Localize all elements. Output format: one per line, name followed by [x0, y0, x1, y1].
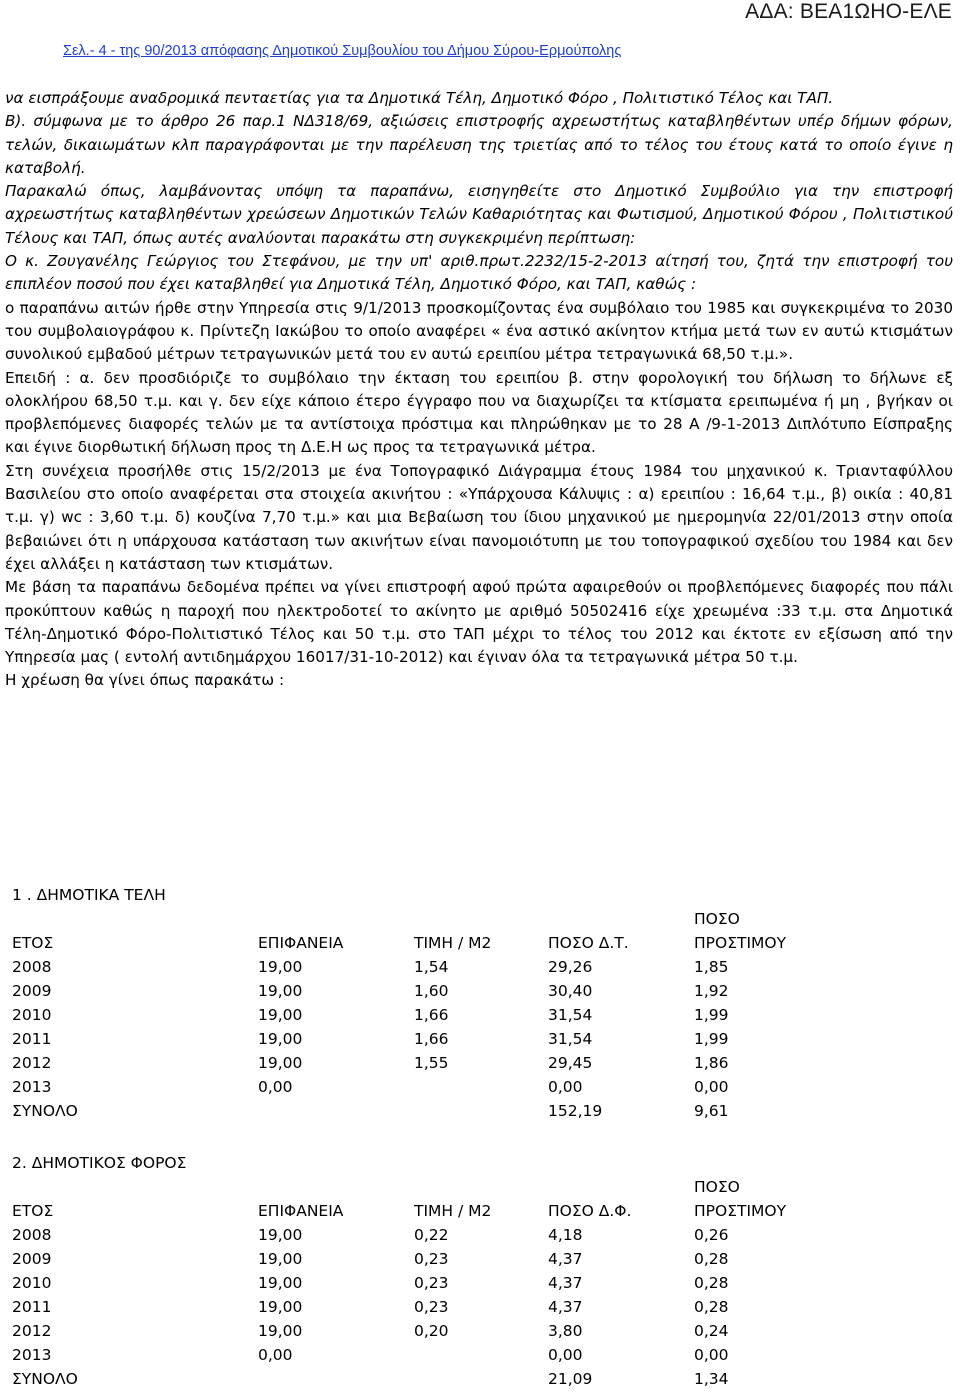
cell: 152,19	[548, 1102, 603, 1120]
cell: 0,26	[694, 1226, 729, 1244]
cell: 2010	[12, 1006, 52, 1024]
cell: 1,86	[694, 1054, 729, 1072]
cell: 1,99	[694, 1030, 729, 1048]
cell: 19,00	[258, 1274, 303, 1292]
document-body	[5, 87, 953, 693]
cell: 0,23	[414, 1298, 449, 1316]
paragraph: να εισπράξουμε αναδρομικά πενταετίας για τα Δημοτικά Τέλη, Δημοτικό Φόρο , Πολιτιστικό Τέλος και ΤΑΠ.	[5, 89, 834, 107]
cell: 0,22	[414, 1226, 449, 1244]
paragraph: Η χρέωση θα γίνει όπως παρακάτω :	[5, 671, 285, 690]
ada-code: ΑΔΑ: ΒΕΑ1ΩΗΟ-ΕΛΕ	[745, 0, 952, 23]
cell: 2010	[12, 1274, 52, 1292]
cell: 4,37	[548, 1298, 583, 1316]
cell: 30,40	[548, 982, 593, 1000]
cell: 4,37	[548, 1274, 583, 1292]
cell: 1,92	[694, 982, 729, 1000]
cell: 0,00	[548, 1078, 583, 1096]
header-cell: ΕΤΟΣ	[12, 1202, 54, 1220]
cell: 0,00	[694, 1346, 729, 1364]
cell: 2011	[12, 1030, 52, 1048]
cell: 0,00	[694, 1078, 729, 1096]
cell: 0,20	[414, 1322, 449, 1340]
cell: 0,00	[258, 1346, 293, 1364]
paragraph: Β). σύμφωνα με το άρθρο 26 παρ.1 ΝΔ318/69, αξιώσεις επιστροφής αχρεωστήτως καταβληθέντων υπέρ δήμων φόρων, τελών, δικαιωμάτων κλπ παραγράφονται με την παρέλευση της τριετίας από το τέλος του έτους κατά το οποίο έγινε η καταβολή.	[5, 112, 953, 177]
cell: 2009	[12, 982, 52, 1000]
paragraph: Στη συνέχεια προσήλθε στις 15/2/2013 με ένα Τοπογραφικό Διάγραμμα έτους 1984 του μηχανικού κ. Τριανταφύλλου Βασιλείου στο οποίο αναφέρεται στα στοιχεία ακινήτου : «Υπάρχουσα Κάλυψις : α) ερειπίου : 16,64 τ.μ., β) οικία : 40,81 τ.μ. γ) wc : 3,60 τ.μ. δ) κουζίνα 7,70 τ.μ.» και μια Βεβαίωση του ίδιου μηχανικού με ημερομηνία 22/01/2013 στην οποία βεβαιώνει ότι η υπάρχουσα κατάσταση των ακινήτων είναι πανομοιότυπη με του τοπογραφικού σχεδίου του 1984 και δεν έχει αλλάξει η κατάσταση των κτισμάτων.	[5, 461, 953, 573]
cell: 1,99	[694, 1006, 729, 1024]
cell: 1,85	[694, 958, 729, 976]
header-cell: ΠΟΣΟ Δ.Φ.	[548, 1202, 632, 1220]
header-cell: ΤΙΜΗ / Μ2	[414, 1202, 492, 1220]
cell: 2008	[12, 958, 52, 976]
cell: 0,00	[548, 1346, 583, 1364]
cell: 1,66	[414, 1030, 449, 1048]
cell: 19,00	[258, 958, 303, 976]
header-cell: ΠΟΣΟ	[694, 910, 740, 928]
cell: 29,26	[548, 958, 593, 976]
header-cell: ΕΠΙΦΑΝΕΙΑ	[258, 934, 344, 952]
cell: 0,23	[414, 1274, 449, 1292]
cell: 0,24	[694, 1322, 729, 1340]
cell: 1,34	[694, 1370, 729, 1388]
cell: 0,00	[258, 1078, 293, 1096]
cell: 19,00	[258, 1322, 303, 1340]
page-header: Σελ.- 4 - της 90/2013 απόφασης Δημοτικού Συμβουλίου του Δήμου Σύρου-Ερμούπολης	[63, 43, 622, 59]
cell: 19,00	[258, 982, 303, 1000]
header-cell: ΠΟΣΟ	[694, 1178, 740, 1196]
cell: 4,37	[548, 1250, 583, 1268]
cell: 0,23	[414, 1250, 449, 1268]
cell: 2012	[12, 1054, 52, 1072]
cell: 2013	[12, 1078, 52, 1096]
cell: 2009	[12, 1250, 52, 1268]
header-cell: ΠΡΟΣΤΙΜΟΥ	[694, 1202, 787, 1220]
cell: 21,09	[548, 1370, 593, 1388]
cell: 19,00	[258, 1006, 303, 1024]
cell: 1,55	[414, 1054, 449, 1072]
header-cell: ΕΠΙΦΑΝΕΙΑ	[258, 1202, 344, 1220]
cell: 29,45	[548, 1054, 593, 1072]
cell: 0,28	[694, 1274, 729, 1292]
cell: 3,80	[548, 1322, 583, 1340]
paragraph: ο παραπάνω αιτών ήρθε στην Υπηρεσία στις 9/1/2013 προσκομίζοντας ένα συμβόλαιο του 1985 και συγκεκριμένα το 2030 του συμβολαιογράφου κ. Πρίντεζη Ιακώβου το οποίο αναφέρει « ένα αστικό ακίνητον κτήμα μετά των εν αυτώ κτισμάτων συνολικού εμβαδού μέτρων τετραγωνικών μετά του εν αυτώ ερειπίου μέτρα τετραγωνικά 68,50 τ.μ.».	[5, 298, 953, 364]
cell: 0,28	[694, 1298, 729, 1316]
cell: 19,00	[258, 1226, 303, 1244]
paragraph: Επειδή : α. δεν προσδιόριζε το συμβόλαιο την έκταση του ερειπίου β. στην φορολογική του δήλωση το δήλωνε εξ ολοκλήρου 68,50 τ.μ. και γ. δεν είχε κάποιο έτερο έγγραφο που να διαχωρίζει τα κτίσματα ερειπωμένα ή μη , βγήκαν οι προβλεπόμενες διαφορές τελών με τα αντίστοιχα πρόστιμα και πληρώθηκαν με το 28 Α /9-1-2013 Διπλότυπο Είσπραξης και έγινε διορθωτική δήλωση προς τη Δ.Ε.Η ως προς τα τετραγωνικά μέτρα.	[5, 368, 953, 457]
cell: 19,00	[258, 1054, 303, 1072]
cell: ΣΥΝΟΛΟ	[12, 1370, 78, 1388]
cell: 2012	[12, 1322, 52, 1340]
cell: 2013	[12, 1346, 52, 1364]
cell: 31,54	[548, 1006, 593, 1024]
cell: 1,66	[414, 1006, 449, 1024]
cell: 19,00	[258, 1298, 303, 1316]
cell: 19,00	[258, 1250, 303, 1268]
cell: ΣΥΝΟΛΟ	[12, 1102, 78, 1120]
section-title: 2. ΔΗΜΟΤΙΚΟΣ ΦΟΡΟΣ	[12, 1154, 187, 1172]
header-cell: ΠΟΣΟ Δ.Τ.	[548, 934, 629, 952]
paragraph: Με βάση τα παραπάνω δεδομένα πρέπει να γίνει επιστροφή αφού πρώτα αφαιρεθούν οι προβλεπόμενες διαφορές που πάλι προκύπτουν καθώς η παροχή που ηλεκτροδοτεί το ακίνητο με αριθμό 50502416 είχε χρεωμένα :33 τ.μ. στα Δημοτικά Τέλη-Δημοτικό Φόρο-Πολιτιστικό Τέλος και 50 τ.μ. στο ΤΑΠ μέχρι το τέλος του 2012 και έκτοτε εν εξίσωση από την Υπηρεσία μας ( εντολή αντιδημάρχου 16017/31-10-2012) και έγιναν όλα τα τετραγωνικά μέτρα 50 τ.μ.	[5, 578, 953, 667]
section-title: 1 . ΔΗΜΟΤΙΚΑ ΤΕΛΗ	[12, 886, 166, 904]
cell: 31,54	[548, 1030, 593, 1048]
cell: 2011	[12, 1298, 52, 1316]
cell: 19,00	[258, 1030, 303, 1048]
cell: 4,18	[548, 1226, 583, 1244]
cell: 1,54	[414, 958, 449, 976]
header-cell: ΤΙΜΗ / Μ2	[414, 934, 492, 952]
header-cell: ΠΡΟΣΤΙΜΟΥ	[694, 934, 787, 952]
cell: 1,60	[414, 982, 449, 1000]
cell: 9,61	[694, 1102, 729, 1120]
header-cell: ΕΤΟΣ	[12, 934, 54, 952]
cell: 0,28	[694, 1250, 729, 1268]
paragraph: Παρακαλώ όπως, λαμβάνοντας υπόψη τα παραπάνω, εισηγηθείτε στο Δημοτικό Συμβούλιο για την επιστροφή αχρεωστήτως καταβληθέντων χρεώσεων Δημοτικών Τελών Καθαριότητας και Φωτισμού, Δημοτικού Φόρου , Πολιτιστικού Τέλους και ΤΑΠ, όπως αυτές αναλύονται παρακάτω στη συγκεκριμένη περίπτωση:	[5, 182, 953, 247]
paragraph: Ο κ. Ζουγανέλης Γεώργιος του Στεφάνου, με την υπ' αριθ.πρωτ.2232/15-2-2013 αίτησή του, ζητά την επιστροφή του επιπλέον ποσού που έχει καταβληθεί για Δημοτικά Τέλη, Δημοτικό Φόρο, και ΤΑΠ, καθώς :	[5, 252, 953, 294]
cell: 2008	[12, 1226, 52, 1244]
